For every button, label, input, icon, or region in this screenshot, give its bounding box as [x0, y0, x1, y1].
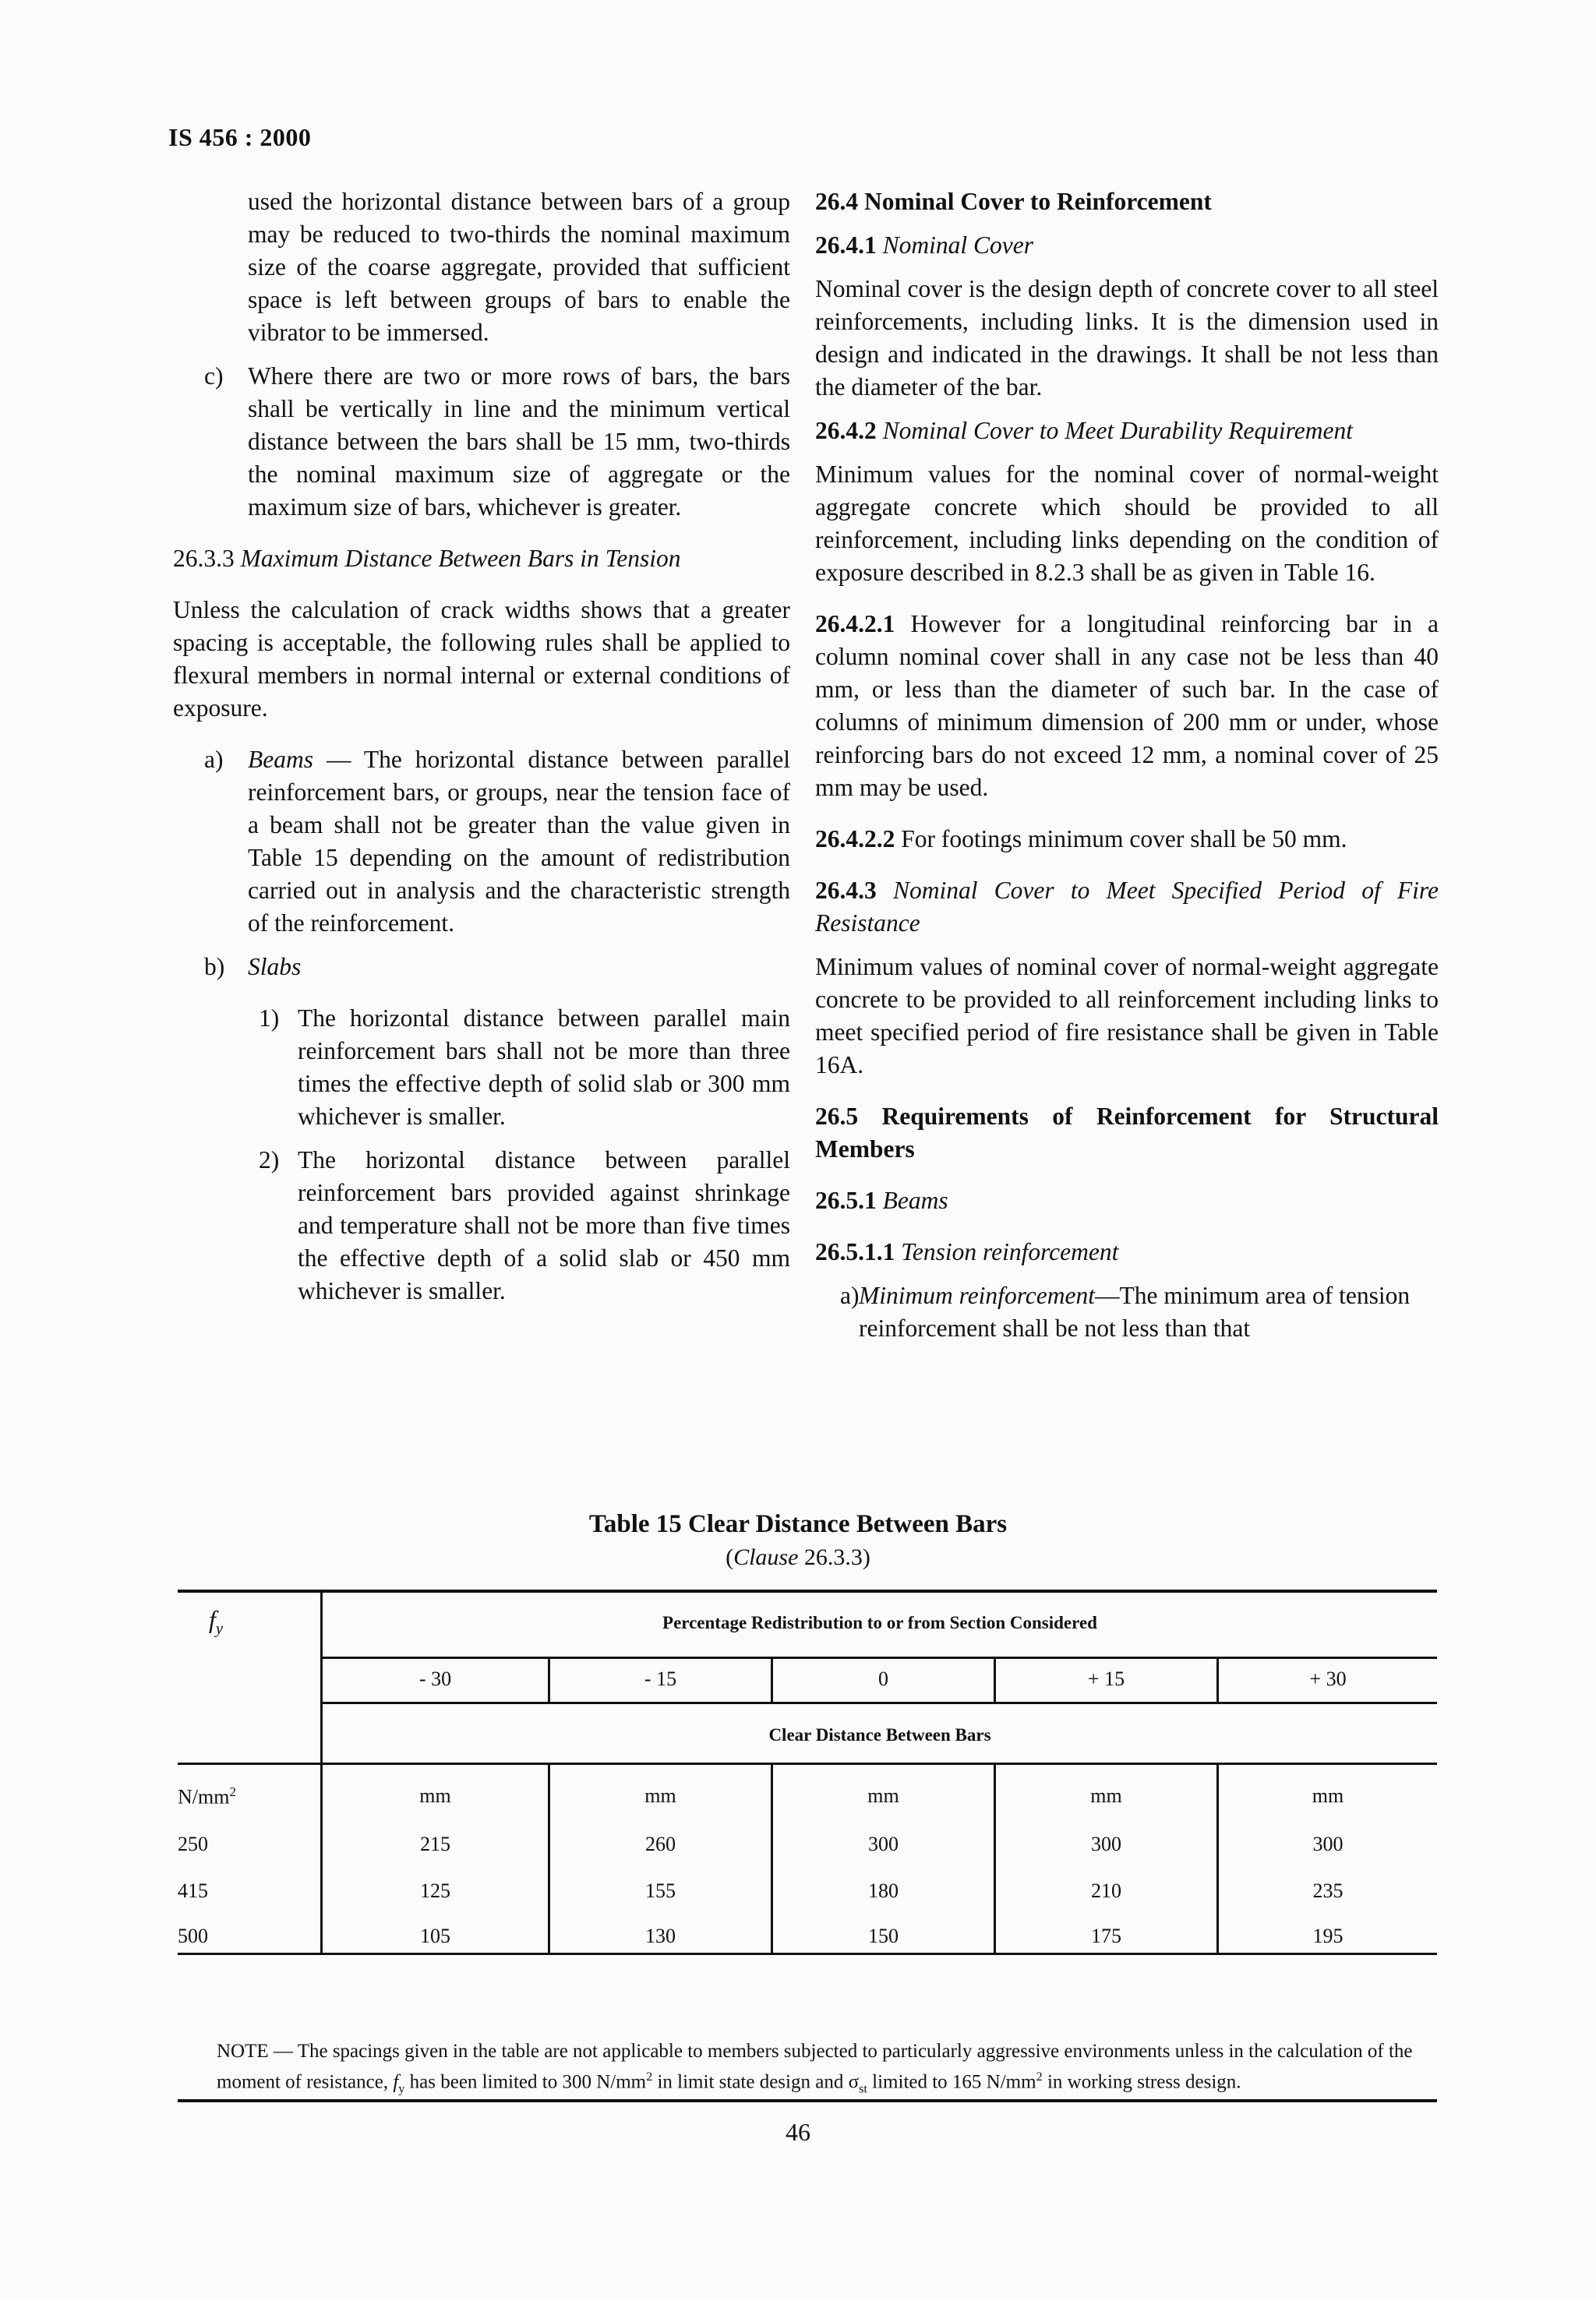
fy-unit	[178, 1784, 236, 1809]
table-clause-reference: (Clause 26.3.3)	[726, 1544, 870, 1570]
list-item-text	[248, 743, 790, 940]
section-title: Beams	[882, 1187, 948, 1214]
list-marker: 1)	[259, 1004, 280, 1032]
item-label: Beams	[248, 746, 313, 773]
section-heading-26-4: 26.4 Nominal Cover to Reinforcement	[815, 188, 1212, 215]
page-number: 46	[786, 2118, 810, 2146]
section-heading-26-4-3	[815, 874, 1439, 940]
unit-cell: mm	[419, 1784, 451, 1807]
note-text: limited to 165 N/mm	[867, 2071, 1036, 2093]
section-title: Nominal Cover to Meet Specified Period of Fire Resistance	[815, 877, 1439, 937]
list-item-a-beams	[173, 743, 790, 940]
table-cell: 175	[1091, 1925, 1121, 1947]
list-item-text	[859, 1279, 1439, 1345]
unit-superscript: 2	[646, 2070, 653, 2084]
table-cell: 300	[1091, 1833, 1121, 1855]
section-number: 26.4.2.1	[815, 610, 895, 637]
table-cell: 300	[1312, 1833, 1344, 1855]
document-code-header: IS 456 : 2000	[168, 123, 312, 151]
section-paragraph: Nominal cover is the design depth of concrete cover to all steel reinforcements, including links. It is the dimension used in design and indicated in the drawings. It shall be not less than the diameter of the bar.	[815, 275, 1439, 401]
section-title: Tension reinforcement	[901, 1238, 1119, 1265]
list-marker: c)	[204, 362, 224, 390]
item-label: Minimum reinforcement	[859, 1282, 1095, 1309]
table-cell: 150	[868, 1925, 899, 1947]
clause-text: For footings minimum cover shall be 50 mm.	[901, 825, 1347, 852]
sigma-symbol: σ	[848, 2071, 860, 2093]
table-cell: 215	[420, 1833, 450, 1855]
list-item-text: The horizontal distance between parallel reinforcement bars provided against shrinkage and temperature shall not be more than five times the effective depth of a solid slab or 450 mm whichever is smaller.	[298, 1146, 790, 1304]
note-bottom-rule	[178, 2099, 1437, 2102]
redistribution-value: - 30	[418, 1668, 452, 1690]
table-cell: 195	[1312, 1925, 1344, 1947]
redistribution-value: + 15	[1087, 1668, 1125, 1690]
sigma-subscript: st	[859, 2081, 867, 2096]
list-item-a-min-reinforcement	[815, 1279, 1439, 1345]
table-cell: 130	[645, 1925, 676, 1947]
section-number: 26.4.3	[815, 877, 877, 904]
unit-superscript: 2	[229, 1784, 236, 1799]
list-item-text: The horizontal distance between parallel main reinforcement bars shall not be more than three times the effective depth of solid slab or 300 mm whichever is smaller.	[298, 1004, 790, 1130]
table-top-rule	[178, 1590, 1437, 1593]
table-cell: 235	[1312, 1879, 1344, 1902]
clause-26-4-2-2	[815, 823, 1439, 856]
table-cell: 210	[1091, 1879, 1121, 1902]
section-heading-26-5-1	[815, 1184, 1439, 1217]
table-header-rule	[320, 1702, 1437, 1704]
list-item-text: Where there are two or more rows of bars, the bars shall be vertically in line and the minimum vertical distance between the bars shall be 15 mm, two-thirds the nominal maximum size of aggregate or the maximum size of bars, whichever is greater.	[248, 362, 790, 521]
sub-list-item-2	[173, 1144, 790, 1308]
table-header-rule	[320, 1657, 1437, 1659]
table-header-bottom-rule	[178, 1763, 1437, 1765]
unit-cell: mm	[1090, 1784, 1122, 1807]
section-number: 26.5.1	[815, 1187, 877, 1214]
clear-distance-subheader: Clear Distance Between Bars	[768, 1725, 991, 1745]
note-text: in limit state design and	[652, 2071, 849, 2093]
item-body: — The horizontal distance between parallel reinforcement bars, or groups, near the tension face of a beam shall not be greater than the value given in Table 15 depending on the amount of redistribution carried out in analysis and the characteristic strength of the reinforcement.	[248, 746, 790, 937]
table-cell: 105	[420, 1925, 450, 1947]
list-marker: a)	[840, 1282, 860, 1309]
redistribution-value: - 15	[644, 1668, 677, 1690]
fy-value: 250	[178, 1833, 208, 1855]
section-heading-26-4-1	[815, 229, 1439, 262]
table-title: Table 15 Clear Distance Between Bars	[588, 1510, 1008, 1538]
unit-cell: mm	[1312, 1784, 1344, 1807]
note-text: NOTE — The spacings given in the table are not applicable to members subjected to particularly aggressive environments unless in the calculation of the moment of resistance,	[217, 2041, 1413, 2093]
section-heading-26-3-3	[173, 542, 790, 575]
left-column	[173, 185, 790, 1308]
section-number: 26.4.1	[815, 231, 877, 259]
clause-word: Clause	[733, 1544, 799, 1570]
fy-value: 415	[178, 1879, 208, 1902]
unit-cell: mm	[644, 1784, 676, 1807]
fy-subscript: y	[398, 2081, 405, 2096]
list-marker: 2)	[259, 1146, 280, 1173]
section-number: 26.3.3	[173, 545, 235, 572]
clause-number: 26.3.3	[798, 1544, 863, 1570]
table-note	[217, 2038, 1437, 2102]
list-item-c	[173, 360, 790, 524]
redistribution-value: + 30	[1309, 1668, 1347, 1690]
fy-symbol: f	[393, 2071, 399, 2093]
section-heading-26-4-2	[815, 415, 1439, 447]
redistribution-group-header: Percentage Redistribution to or from Section Considered	[662, 1613, 1097, 1632]
list-marker: a)	[204, 746, 224, 773]
list-item-b-slabs	[173, 951, 790, 983]
table-cell: 155	[645, 1879, 676, 1902]
section-heading-26-5-1-1	[815, 1236, 1439, 1269]
unit-superscript: 2	[1036, 2070, 1043, 2084]
list-marker: b)	[204, 953, 225, 980]
section-number: 26.4.2.2	[815, 825, 895, 852]
section-paragraph: Unless the calculation of crack widths shows that a greater spacing is acceptable, the following rules shall be applied to flexural members in normal internal or external conditions of exposure.	[173, 596, 790, 722]
fy-header	[209, 1605, 223, 1638]
table-cell: 300	[868, 1833, 899, 1855]
fy-symbol: f	[209, 1605, 216, 1633]
table-15	[178, 1590, 1437, 1956]
section-number: 26.4.2	[815, 417, 877, 444]
note-text: in working stress design.	[1042, 2071, 1241, 2093]
clause-text: However for a longitudinal reinforcing bar in a column nominal cover shall in any case not be less than 40 mm, or less than the diameter of such bar. In the case of columns of minimum dimension of 200 mm or under, whose reinforcing bars do not exceed 12 mm, a nominal cover of 25 mm may be used.	[815, 610, 1439, 801]
item-label: Slabs	[248, 953, 302, 980]
unit-label: N/mm	[178, 1785, 230, 1809]
fy-value: 500	[178, 1925, 208, 1947]
table-cell: 180	[868, 1879, 899, 1902]
redistribution-value: 0	[878, 1668, 888, 1690]
section-heading-26-5: 26.5 Requirements of Reinforcement for Structural Members	[815, 1103, 1439, 1163]
section-title: Nominal Cover to Meet Durability Requirement	[882, 417, 1353, 444]
section-title: Maximum Distance Between Bars in Tension	[240, 545, 681, 572]
section-paragraph: Minimum values of nominal cover of normal-weight aggregate concrete to be provided to all reinforcement including links to meet specified period of fire resistance shall be given in Table 16A.	[815, 953, 1439, 1078]
sub-list-item-1	[173, 1002, 790, 1133]
table-cell: 125	[420, 1879, 450, 1902]
fy-subscript: y	[215, 1619, 224, 1638]
section-title: Nominal Cover	[882, 231, 1033, 259]
table-cell: 260	[645, 1833, 676, 1855]
clause-26-4-2-1	[815, 608, 1439, 804]
item-body: —The minimum area of tension reinforcement shall be not less than that	[859, 1282, 1411, 1342]
section-paragraph: Minimum values for the nominal cover of normal-weight aggregate concrete which should be provided to all reinforcement, including links depending on the condition of exposure described in 8.2.3 shall be as given in Table 16.	[815, 461, 1439, 586]
note-text: has been limited to 300 N/mm	[404, 2071, 647, 2093]
continuation-paragraph: used the horizontal distance between bars of a group may be reduced to two-thirds the nominal maximum size of the coarse aggregate, provided that sufficient space is left between groups of bars to enable the vibrator to be immersed.	[248, 188, 790, 346]
right-column	[815, 185, 1439, 1345]
section-number: 26.5.1.1	[815, 1238, 895, 1265]
unit-cell: mm	[867, 1784, 899, 1807]
table-bottom-rule	[178, 1953, 1437, 1955]
